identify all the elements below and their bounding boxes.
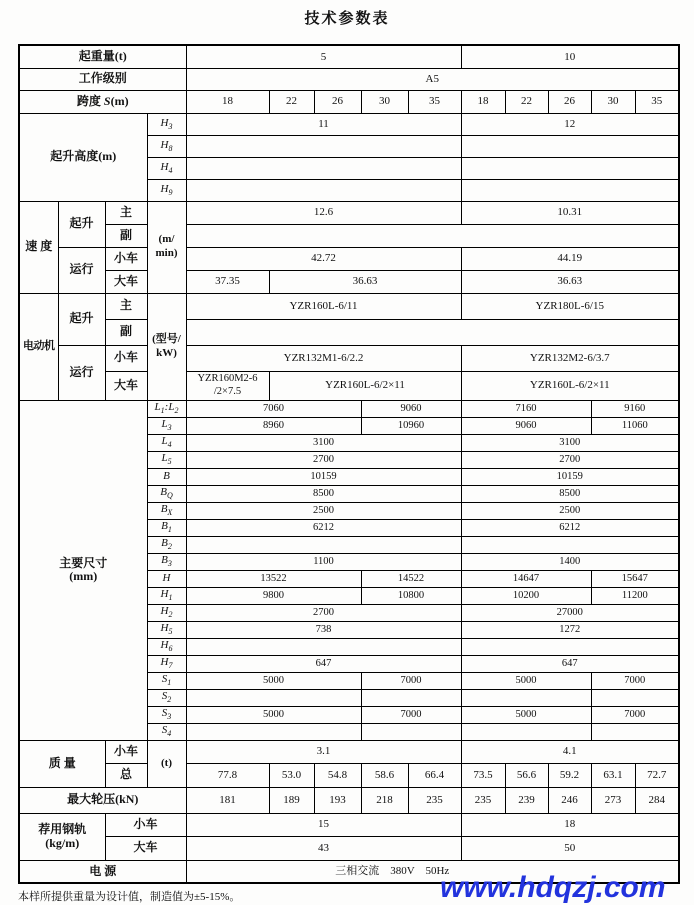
dim-value-cell: 6212 xyxy=(186,519,461,536)
dim-value-cell: 13522 xyxy=(186,570,361,587)
dim-label-cell: $L_1:L_2$ xyxy=(147,400,186,417)
spec-table xyxy=(18,44,680,884)
wheel-load-cell: 246 xyxy=(548,787,591,813)
speed-bridge-right-cell: 36.63 xyxy=(461,270,679,293)
span-value-cell: 35 xyxy=(635,90,679,113)
span-value-cell: 22 xyxy=(269,90,314,113)
dim-value-cell: 10200 xyxy=(461,587,591,604)
motor-trolley-right-cell: YZR132M2-6/3.7 xyxy=(461,345,679,371)
dim-value-cell xyxy=(186,689,361,706)
motor-main-left-cell: YZR160L-6/11 xyxy=(186,293,461,319)
lift-height-value-cell xyxy=(461,157,679,179)
dimensions-label-cell: 主要尺寸 (mm) xyxy=(19,400,147,740)
dim-value-cell: 9160 xyxy=(591,400,679,417)
mass-total-cell: 73.5 xyxy=(461,763,505,787)
dim-value-cell: 2500 xyxy=(461,502,679,519)
dim-label-cell: $S_3$ xyxy=(147,706,186,723)
dim-value-cell xyxy=(186,638,461,655)
watermark-link[interactable]: www.hdqzj.com xyxy=(440,871,666,904)
motor-bridge-right-cell: YZR160L-6/2×11 xyxy=(461,371,679,400)
dim-value-cell: 10159 xyxy=(186,468,461,485)
dim-label-cell: $B_1$ xyxy=(147,519,186,536)
dim-value-cell: 8960 xyxy=(186,417,361,434)
motor-main-label: 主 xyxy=(105,293,147,319)
dim-value-cell: 7000 xyxy=(361,706,461,723)
lift-height-value-cell xyxy=(461,135,679,157)
wheel-load-cell: 239 xyxy=(505,787,548,813)
dim-value-cell: 5000 xyxy=(186,706,361,723)
span-value-cell: 22 xyxy=(505,90,548,113)
dim-value-cell: 11200 xyxy=(591,587,679,604)
motor-bridge-label: 大车 xyxy=(105,371,147,400)
dim-value-cell: 5000 xyxy=(461,672,591,689)
wheel-load-cell: 193 xyxy=(314,787,361,813)
lift-height-value-cell: 12 xyxy=(461,113,679,135)
rail-trolley-label: 小车 xyxy=(105,813,186,836)
wheel-load-cell: 189 xyxy=(269,787,314,813)
dim-label-cell: $S_1$ xyxy=(147,672,186,689)
dim-label-cell: $L_4$ xyxy=(147,434,186,451)
speed-aux-label: 副 xyxy=(105,224,147,247)
dim-value-cell: 2500 xyxy=(186,502,461,519)
dim-label-cell: $L_5$ xyxy=(147,451,186,468)
mass-total-cell: 58.6 xyxy=(361,763,408,787)
dim-label-cell: $B_X$ xyxy=(147,502,186,519)
dim-label-cell: $H_2$ xyxy=(147,604,186,621)
dim-value-cell: 3100 xyxy=(186,434,461,451)
dim-label-cell: $H_5$ xyxy=(147,621,186,638)
wheel-load-cell: 218 xyxy=(361,787,408,813)
dim-value-cell xyxy=(186,723,361,740)
mass-total-cell: 56.6 xyxy=(505,763,548,787)
dim-value-cell: 647 xyxy=(186,655,461,672)
motor-unit-cell: (型号/ kW) xyxy=(147,293,186,400)
span-value-cell: 30 xyxy=(591,90,635,113)
dim-label-cell: $H_6$ xyxy=(147,638,186,655)
wheel-load-cell: 235 xyxy=(408,787,461,813)
rail-trolley-right-cell: 18 xyxy=(461,813,679,836)
lift-height-value-cell xyxy=(186,135,461,157)
dim-value-cell xyxy=(461,689,591,706)
dim-value-cell: 7000 xyxy=(591,672,679,689)
speed-bridge-rest-cell: 36.63 xyxy=(269,270,461,293)
dim-label-cell: $H_1$ xyxy=(147,587,186,604)
lift-height-value-cell xyxy=(186,179,461,201)
dim-value-cell: 15647 xyxy=(591,570,679,587)
dim-label-cell: $L_3$ xyxy=(147,417,186,434)
motor-travel-label: 运行 xyxy=(58,345,105,400)
dim-value-cell: 2700 xyxy=(461,451,679,468)
motor-hoist-label: 起升 xyxy=(58,293,105,345)
speed-hoist-label: 起升 xyxy=(58,201,105,247)
dim-value-cell xyxy=(186,536,461,553)
dim-value-cell xyxy=(361,689,461,706)
dim-label-cell: B xyxy=(147,468,186,485)
capacity-right-cell: 10 xyxy=(461,45,679,68)
dim-value-cell: 5000 xyxy=(461,706,591,723)
wheel-load-cell: 273 xyxy=(591,787,635,813)
span-value-cell: 18 xyxy=(186,90,269,113)
lift-height-value-cell: 11 xyxy=(186,113,461,135)
dim-label-cell: $B_Q$ xyxy=(147,485,186,502)
rail-bridge-left-cell: 43 xyxy=(186,836,461,860)
span-value-cell: 30 xyxy=(361,90,408,113)
dim-value-cell: 5000 xyxy=(186,672,361,689)
rail-trolley-left-cell: 15 xyxy=(186,813,461,836)
mass-section-label: 质 量 xyxy=(19,740,105,787)
dim-value-cell: 1272 xyxy=(461,621,679,638)
dim-label-cell: $B_3$ xyxy=(147,553,186,570)
mass-total-cell: 77.8 xyxy=(186,763,269,787)
mass-unit-cell: (t) xyxy=(147,740,186,787)
speed-bridge-label: 大车 xyxy=(105,270,147,293)
dim-value-cell: 7000 xyxy=(361,672,461,689)
mass-trolley-label: 小车 xyxy=(105,740,147,763)
dim-value-cell: 7160 xyxy=(461,400,591,417)
lift-height-row-label: $H_3$ xyxy=(147,113,186,135)
power-label-cell: 电 源 xyxy=(19,860,186,883)
duty-value-cell: A5 xyxy=(186,68,679,90)
speed-aux-value-cell xyxy=(186,224,679,247)
motor-bridge-18-cell: YZR160M2-6 /2×7.5 xyxy=(186,371,269,400)
capacity-label-cell: 起重量(t) xyxy=(19,45,186,68)
motor-aux-value-cell xyxy=(186,319,679,345)
dim-value-cell: 11060 xyxy=(591,417,679,434)
mass-trolley-left-cell: 3.1 xyxy=(186,740,461,763)
mass-total-label: 总 xyxy=(105,763,147,787)
span-label-cell: 跨度 S(m) xyxy=(19,90,186,113)
power-value-cell: 三相交流 380V 50Hz xyxy=(186,860,679,883)
dim-value-cell xyxy=(461,536,679,553)
dim-value-cell: 7000 xyxy=(591,706,679,723)
duty-label-cell: 工作级别 xyxy=(19,68,186,90)
rail-section-label: 荐用钢轨 (kg/m) xyxy=(19,813,105,860)
mass-total-cell: 72.7 xyxy=(635,763,679,787)
speed-section-label: 速 度 xyxy=(19,201,58,293)
motor-main-right-cell: YZR180L-6/15 xyxy=(461,293,679,319)
mass-total-cell: 54.8 xyxy=(314,763,361,787)
wheel-load-cell: 284 xyxy=(635,787,679,813)
dim-value-cell: 9060 xyxy=(361,400,461,417)
dim-value-cell: 9060 xyxy=(461,417,591,434)
span-value-cell: 18 xyxy=(461,90,505,113)
lift-height-label-cell: 起升高度(m) xyxy=(19,113,147,201)
motor-section-label: 电动机 xyxy=(19,293,58,400)
dim-value-cell: 738 xyxy=(186,621,461,638)
speed-main-label: 主 xyxy=(105,201,147,224)
dim-value-cell: 1400 xyxy=(461,553,679,570)
speed-trolley-right-cell: 44.19 xyxy=(461,247,679,270)
dim-value-cell: 10960 xyxy=(361,417,461,434)
page-title: 技术参数表 xyxy=(304,11,390,27)
lift-height-row-label: $H_8$ xyxy=(147,135,186,157)
dim-value-cell: 3100 xyxy=(461,434,679,451)
dim-label-cell: $B_2$ xyxy=(147,536,186,553)
capacity-left-cell: 5 xyxy=(186,45,461,68)
motor-aux-label: 副 xyxy=(105,319,147,345)
dim-value-cell xyxy=(591,689,679,706)
mass-total-cell: 66.4 xyxy=(408,763,461,787)
dim-value-cell: 1100 xyxy=(186,553,461,570)
dim-value-cell: 6212 xyxy=(461,519,679,536)
lift-height-value-cell xyxy=(186,157,461,179)
speed-unit-cell: (m/ min) xyxy=(147,201,186,293)
dim-value-cell: 10800 xyxy=(361,587,461,604)
span-value-cell: 26 xyxy=(548,90,591,113)
dim-value-cell: 14522 xyxy=(361,570,461,587)
dim-label-cell: H xyxy=(147,570,186,587)
dim-value-cell xyxy=(461,638,679,655)
dim-label-cell: $H_7$ xyxy=(147,655,186,672)
wheel-load-cell: 235 xyxy=(461,787,505,813)
dim-value-cell: 8500 xyxy=(186,485,461,502)
dim-label-cell: $S_2$ xyxy=(147,689,186,706)
dim-value-cell: 2700 xyxy=(186,451,461,468)
dim-value-cell: 9800 xyxy=(186,587,361,604)
mass-total-cell: 53.0 xyxy=(269,763,314,787)
dim-value-cell: 10159 xyxy=(461,468,679,485)
dim-value-cell: 27000 xyxy=(461,604,679,621)
dim-value-cell: 647 xyxy=(461,655,679,672)
mass-total-cell: 59.2 xyxy=(548,763,591,787)
footer-note: 本样所提供重量为设计值，制造值为±5-15%。 xyxy=(18,891,241,903)
wheel-load-label-cell: 最大轮压(kN) xyxy=(19,787,186,813)
span-value-cell: 35 xyxy=(408,90,461,113)
motor-trolley-left-cell: YZR132M1-6/2.2 xyxy=(186,345,461,371)
dim-value-cell: 7060 xyxy=(186,400,361,417)
rail-bridge-right-cell: 50 xyxy=(461,836,679,860)
speed-bridge-18-cell: 37.35 xyxy=(186,270,269,293)
motor-trolley-label: 小车 xyxy=(105,345,147,371)
speed-main-left-cell: 12.6 xyxy=(186,201,461,224)
mass-total-cell: 63.1 xyxy=(591,763,635,787)
speed-trolley-left-cell: 42.72 xyxy=(186,247,461,270)
dim-value-cell xyxy=(591,723,679,740)
dim-label-cell: $S_4$ xyxy=(147,723,186,740)
dim-value-cell xyxy=(461,723,591,740)
speed-trolley-label: 小车 xyxy=(105,247,147,270)
rail-bridge-label: 大车 xyxy=(105,836,186,860)
lift-height-value-cell xyxy=(461,179,679,201)
span-value-cell: 26 xyxy=(314,90,361,113)
dim-value-cell xyxy=(361,723,461,740)
dim-value-cell: 8500 xyxy=(461,485,679,502)
speed-main-right-cell: 10.31 xyxy=(461,201,679,224)
wheel-load-cell: 181 xyxy=(186,787,269,813)
mass-trolley-right-cell: 4.1 xyxy=(461,740,679,763)
speed-travel-label: 运行 xyxy=(58,247,105,293)
lift-height-row-label: $H_9$ xyxy=(147,179,186,201)
motor-bridge-rest-cell: YZR160L-6/2×11 xyxy=(269,371,461,400)
dim-value-cell: 14647 xyxy=(461,570,591,587)
dim-value-cell: 2700 xyxy=(186,604,461,621)
lift-height-row-label: $H_4$ xyxy=(147,157,186,179)
